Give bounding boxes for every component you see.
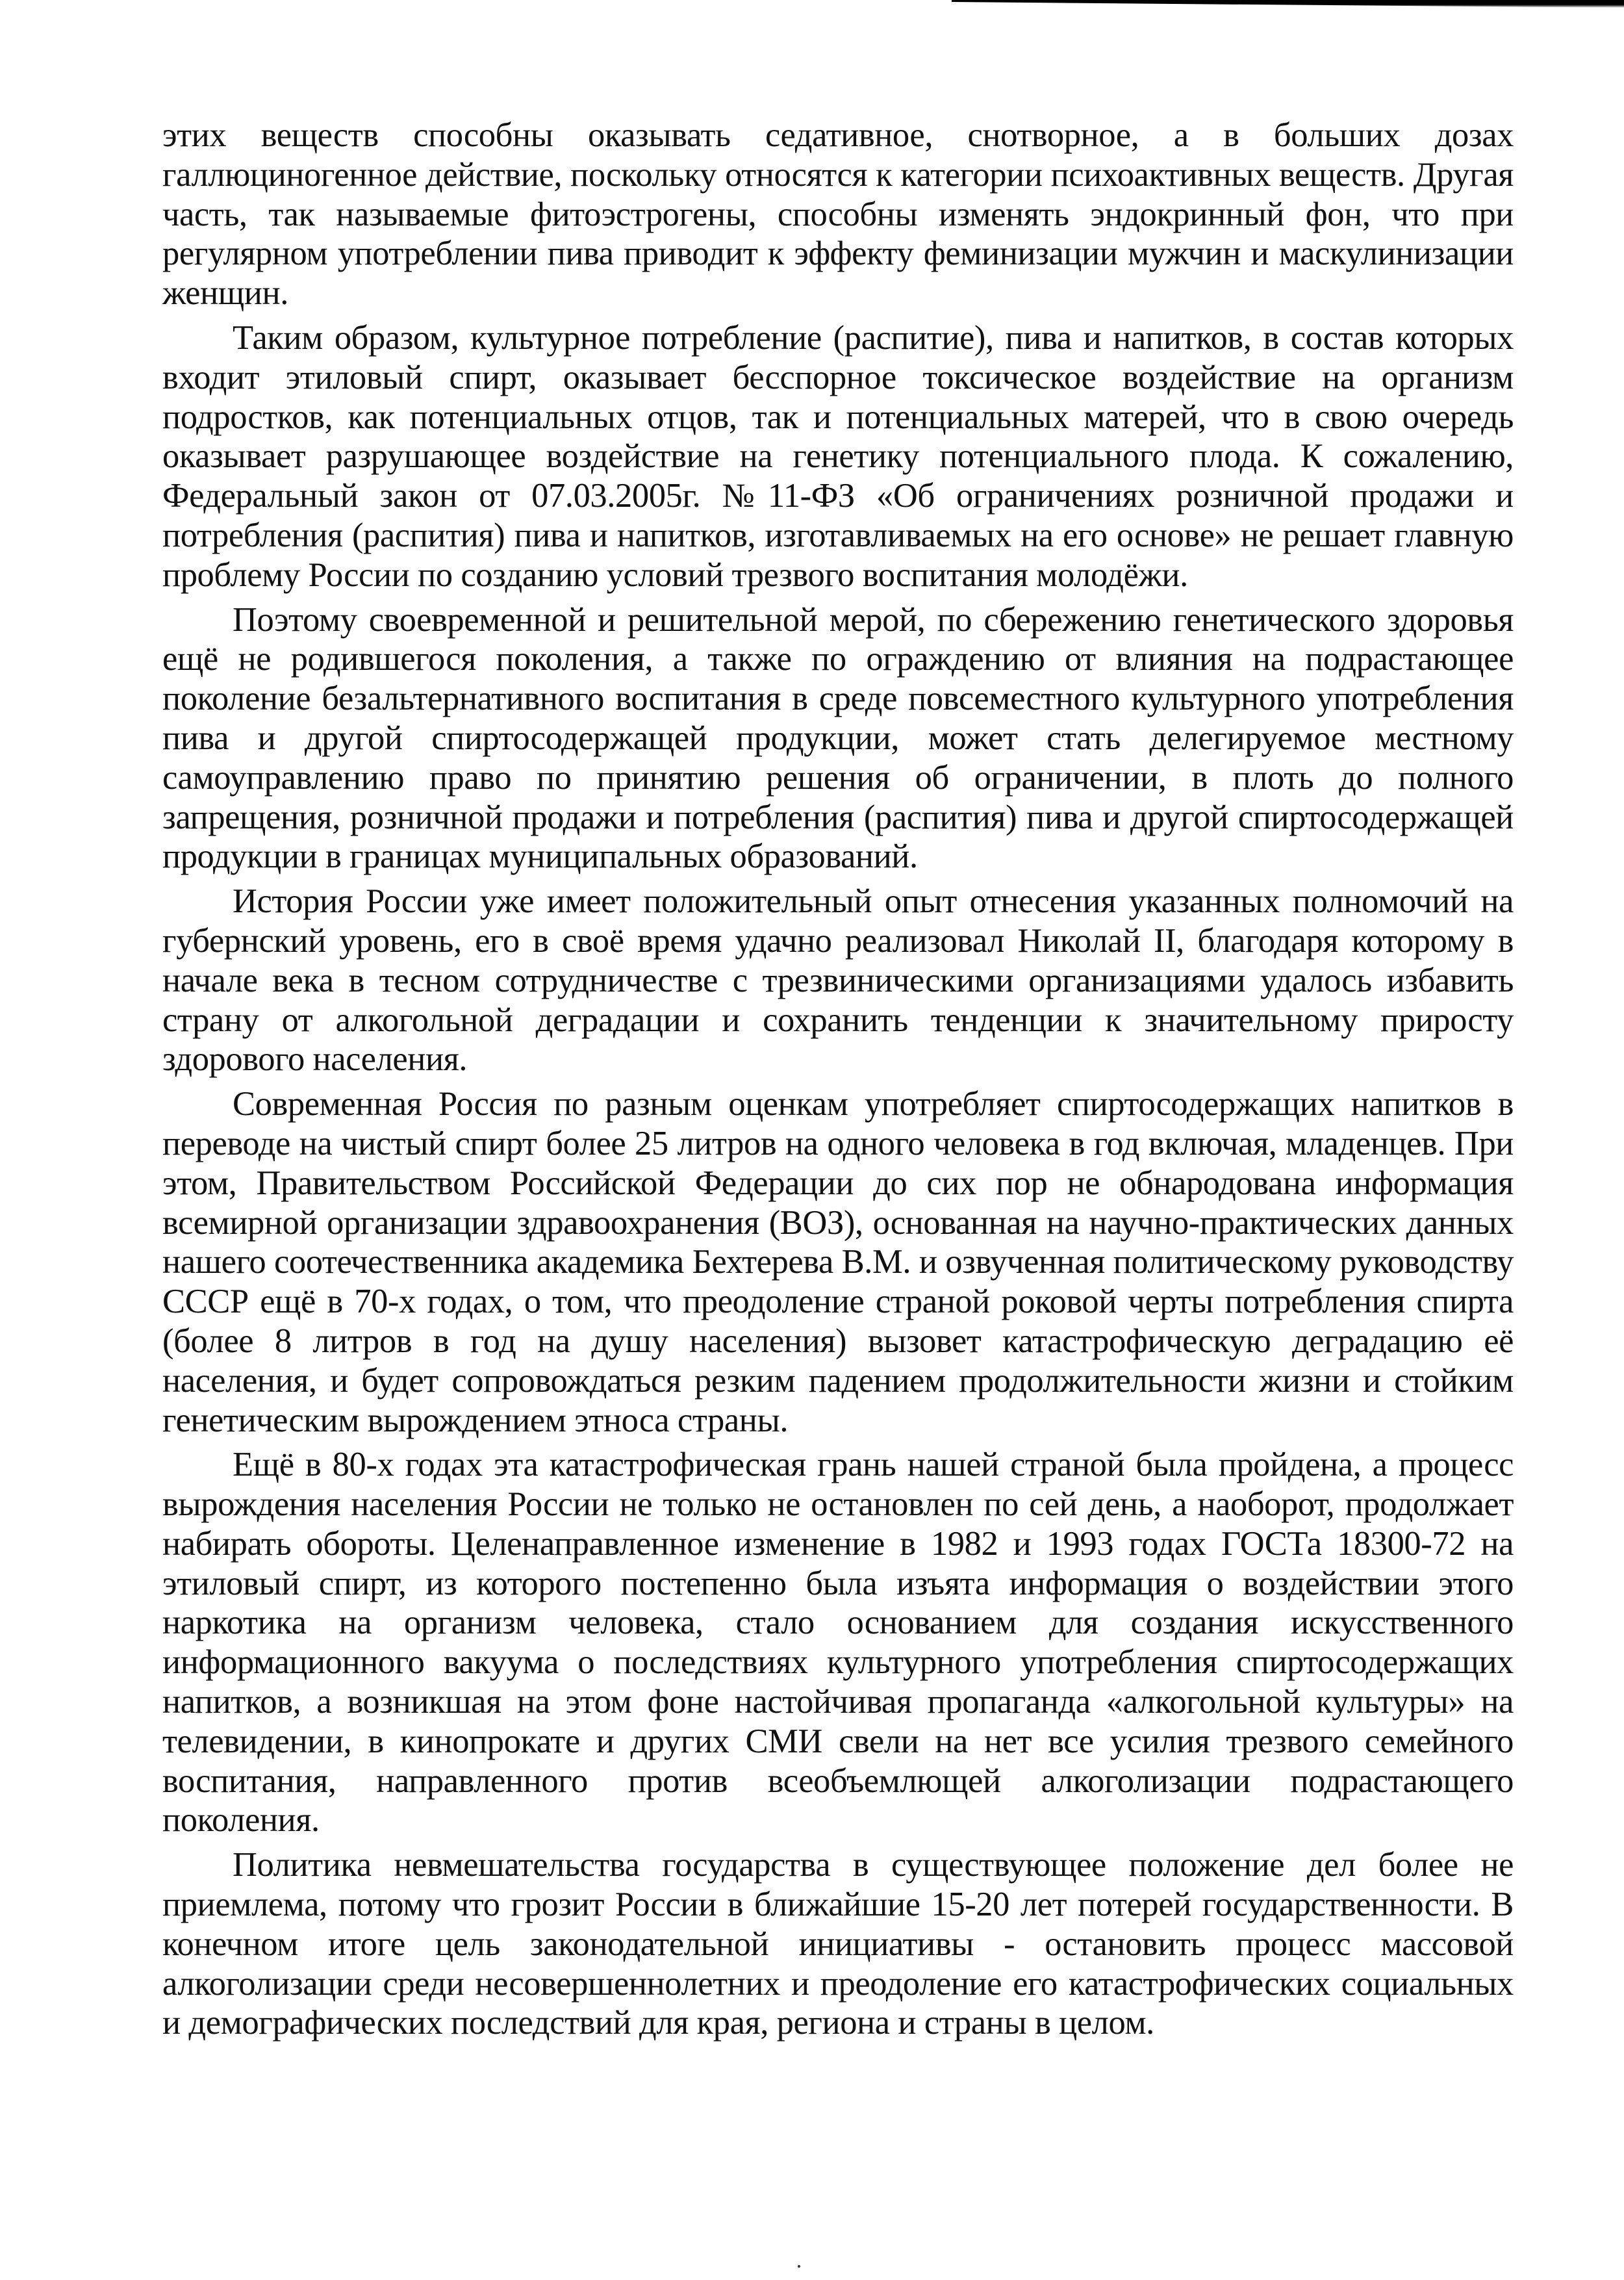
paragraph-beer-toxicity: Таким образом, культурное потребление (распитие), пива и напитков, в состав которых входит этиловый спирт, оказывает бесспорное токсическое воздействие на организм подростков, как потенциальных отцов, так и потенциальных матерей, что в свою очередь оказывает разрушающее воздействие на генетику потенциального плода. К сожалению, Федеральный закон от 07.03.2005г. №11-ФЗ «Об ограничениях розничной продажи и потребления (распития) пива и напитков, изготавливаемых на его основе» не решает главную проблему России по созданию условий трезвого воспитания молодёжи.	[162, 318, 1514, 594]
paragraph-policy: Политика невмешательства государства в существующее положение дел более не приемлема, потому что грозит России в ближайшие 15-20 лет потерей государственности. В конечном итоге цель законодательной инициативы - остановить процесс массовой алкоголизации среди несовершеннолетних и преодоление его катастрофических социальных и демографических последствий для края, региона и страны в целом.	[162, 1846, 1514, 2042]
paragraph-modern-russia: Современная Россия по разным оценкам употребляет спиртосодержащих напитков в переводе на чистый спирт более 25 литров на одного человека в год включая, младенцев. При этом, Правительством Российской Федерации до сих пор не обнародована информация всемирной организации здравоохранения (ВОЗ), основанная на научно-практических данных нашего соотечественника академика Бехтерева В.М. и озвученная политическому руководству СССР ещё в 70-х годах, о том, что преодоление страной роковой черты потребления спирта (более 8 литров в год на душу населения) вызовет катастрофическую деградацию её населения, и будет сопровождаться резким падением продолжительности жизни и стойким генетическим вырождением этноса страны.	[162, 1085, 1514, 1439]
paragraph-continuation: этих веществ способны оказывать седативное, снотворное, а в больших дозах галлюциногенное действие, поскольку относятся к категории психоактивных веществ. Другая часть, так называемые фитоэстрогены, способны изменять эндокринный фон, что при регулярном употреблении пива приводит к эффекту феминизации мужчин и маскулинизации женщин.	[162, 116, 1514, 313]
scan-speck	[798, 2265, 800, 2268]
paragraph-history: История России уже имеет положительный опыт отнесения указанных полномочий на губернский уровень, его в своё время удачно реализовал Николай II, благодаря которому в начале века в тесном сотрудничестве с трезвиническими организациями удалось избавить страну от алкогольной деградации и сохранить тенденции к значительному приросту здорового населения.	[162, 882, 1514, 1079]
paragraph-eighties: Ещё в 80-х годах эта катастрофическая грань нашей страной была пройдена, а процесс вырождения населения России не только не остановлен по сей день, а наоборот, продолжает набирать обороты. Целенаправленное изменение в 1982 и 1993 годах ГОСТа 18300-72 на этиловый спирт, из которого постепенно была изъята информация о воздействии этого наркотика на организм человека, стало основанием для создания искусственного информационного вакуума о последствиях культурного употребления спиртосодержащих напитков, а возникшая на этом фоне настойчивая пропаганда «алкогольной культуры» на телевидении, в кинопрокате и других СМИ свели на нет все усилия трезвого семейного воспитания, направленного против всеобъемлющей алкоголизации подрастающего поколения.	[162, 1446, 1514, 1839]
scan-edge-artifact	[952, 0, 1624, 8]
document-page	[162, 116, 1514, 2048]
paragraph-local-self-government: Поэтому своевременной и решительной мерой, по сбережению генетического здоровья ещё не родившегося поколения, а также по ограждению от влияния на подрастающее поколение безальтернативного воспитания в среде повсеместного культурного употребления пива и другой спиртосодержащей продукции, может стать делегируемое местному самоуправлению право по принятию решения об ограничении, в плоть до полного запрещения, розничной продажи и потребления (распития) пива и другой спиртосодержащей продукции в границах муниципальных образований.	[162, 600, 1514, 876]
